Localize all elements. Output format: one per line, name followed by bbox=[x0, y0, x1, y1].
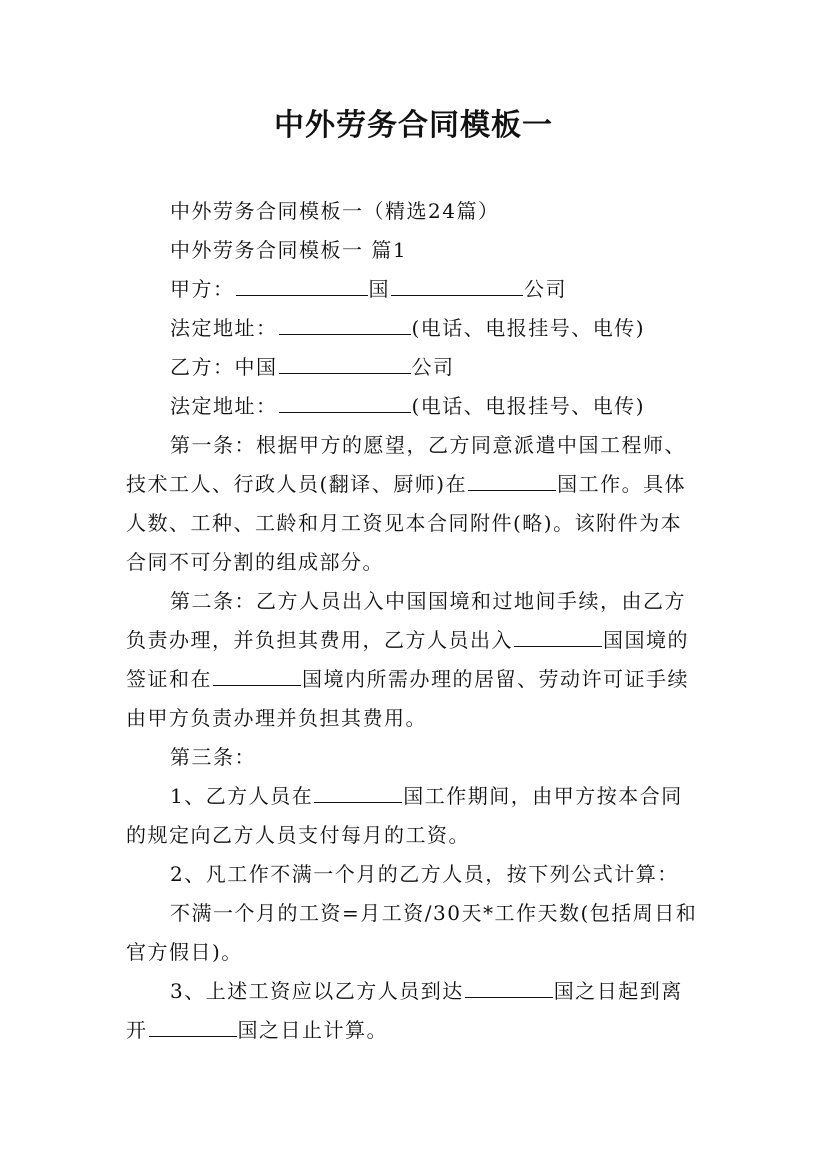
subtitle: 中外劳务合同模板一（精选24篇） bbox=[170, 199, 500, 223]
article-1-line-1: 第一条：根据甲方的愿望，乙方同意派遣中国工程师、 bbox=[170, 433, 686, 457]
blank-field bbox=[279, 392, 411, 413]
blank-field bbox=[514, 626, 602, 647]
article-3-item-1-line-1 bbox=[170, 777, 750, 816]
blank-field bbox=[279, 314, 411, 335]
article-3-item-3-line-1 bbox=[170, 972, 750, 1011]
blank-field bbox=[279, 353, 411, 374]
party-a-mid: 国 bbox=[368, 277, 390, 301]
article-1-line-2 bbox=[126, 465, 706, 504]
part-heading: 中外劳务合同模板一 篇1 bbox=[170, 238, 408, 262]
document-title: 中外劳务合同模板一 bbox=[274, 108, 553, 143]
party-b-end: 公司 bbox=[411, 355, 455, 379]
address-suffix: (电话、电报挂号、电传) bbox=[411, 394, 646, 418]
article-3-heading: 第三条： bbox=[170, 745, 256, 769]
article-1-line-4: 合同不可分割的组成部分。 bbox=[126, 550, 384, 574]
article-2-text: 签证和在 bbox=[126, 667, 212, 691]
article-2-text: 负责办理，并负担其费用，乙方人员出入 bbox=[126, 628, 513, 652]
article-1-text: 国工作。具体 bbox=[557, 472, 687, 496]
article-3-text: 国之日止计算。 bbox=[237, 1018, 388, 1042]
blank-field bbox=[465, 977, 553, 998]
article-1-text: 技术工人、行政人员(翻译、厨师)在 bbox=[126, 472, 468, 496]
article-2-line-3 bbox=[126, 660, 706, 699]
article-3-text: 国工作期间，由甲方按本合同 bbox=[403, 784, 683, 808]
party-a-address-line bbox=[170, 309, 750, 348]
article-2-line-4: 由甲方负责办理并负担其费用。 bbox=[126, 706, 427, 730]
party-a-line bbox=[170, 270, 750, 309]
article-3-item-2: 2、凡工作不满一个月的乙方人员，按下列公式计算： bbox=[170, 862, 679, 886]
article-3-text: 开 bbox=[126, 1018, 148, 1042]
article-3-formula-line-1: 不满一个月的工资=月工资/30天*工作天数(包括周日和 bbox=[170, 901, 698, 925]
blank-field bbox=[149, 1016, 237, 1037]
blank-field bbox=[468, 470, 556, 491]
article-3-text: 1、乙方人员在 bbox=[170, 784, 314, 808]
article-3-formula-line-2: 官方假日)。 bbox=[126, 940, 243, 964]
blank-field bbox=[236, 275, 368, 296]
blank-field bbox=[391, 275, 523, 296]
article-2-line-1: 第二条：乙方人员出入中国国境和过地间手续，由乙方 bbox=[170, 589, 686, 613]
party-a-label: 甲方： bbox=[170, 277, 235, 301]
address-label: 法定地址： bbox=[170, 316, 278, 340]
article-3-text: 3、上述工资应以乙方人员到达 bbox=[170, 979, 464, 1003]
address-suffix: (电话、电报挂号、电传) bbox=[411, 316, 646, 340]
article-2-text: 国国境的 bbox=[603, 628, 689, 652]
blank-field bbox=[314, 782, 402, 803]
article-2-line-2 bbox=[126, 621, 706, 660]
party-b-line bbox=[170, 348, 750, 387]
party-a-end: 公司 bbox=[524, 277, 567, 301]
blank-field bbox=[213, 665, 301, 686]
party-b-address-line bbox=[170, 387, 750, 426]
article-2-text: 国境内所需办理的居留、劳动许可证手续 bbox=[302, 667, 689, 691]
article-3-item-3-line-2 bbox=[126, 1011, 706, 1050]
party-b-label: 乙方：中国 bbox=[170, 355, 278, 379]
article-1-line-3: 人数、工种、工龄和月工资见本合同附件(略)。该附件为本 bbox=[126, 511, 683, 535]
article-3-item-1-line-2: 的规定向乙方人员支付每月的工资。 bbox=[126, 823, 470, 847]
address-label: 法定地址： bbox=[170, 394, 278, 418]
article-3-text: 国之日起到离 bbox=[553, 979, 683, 1003]
